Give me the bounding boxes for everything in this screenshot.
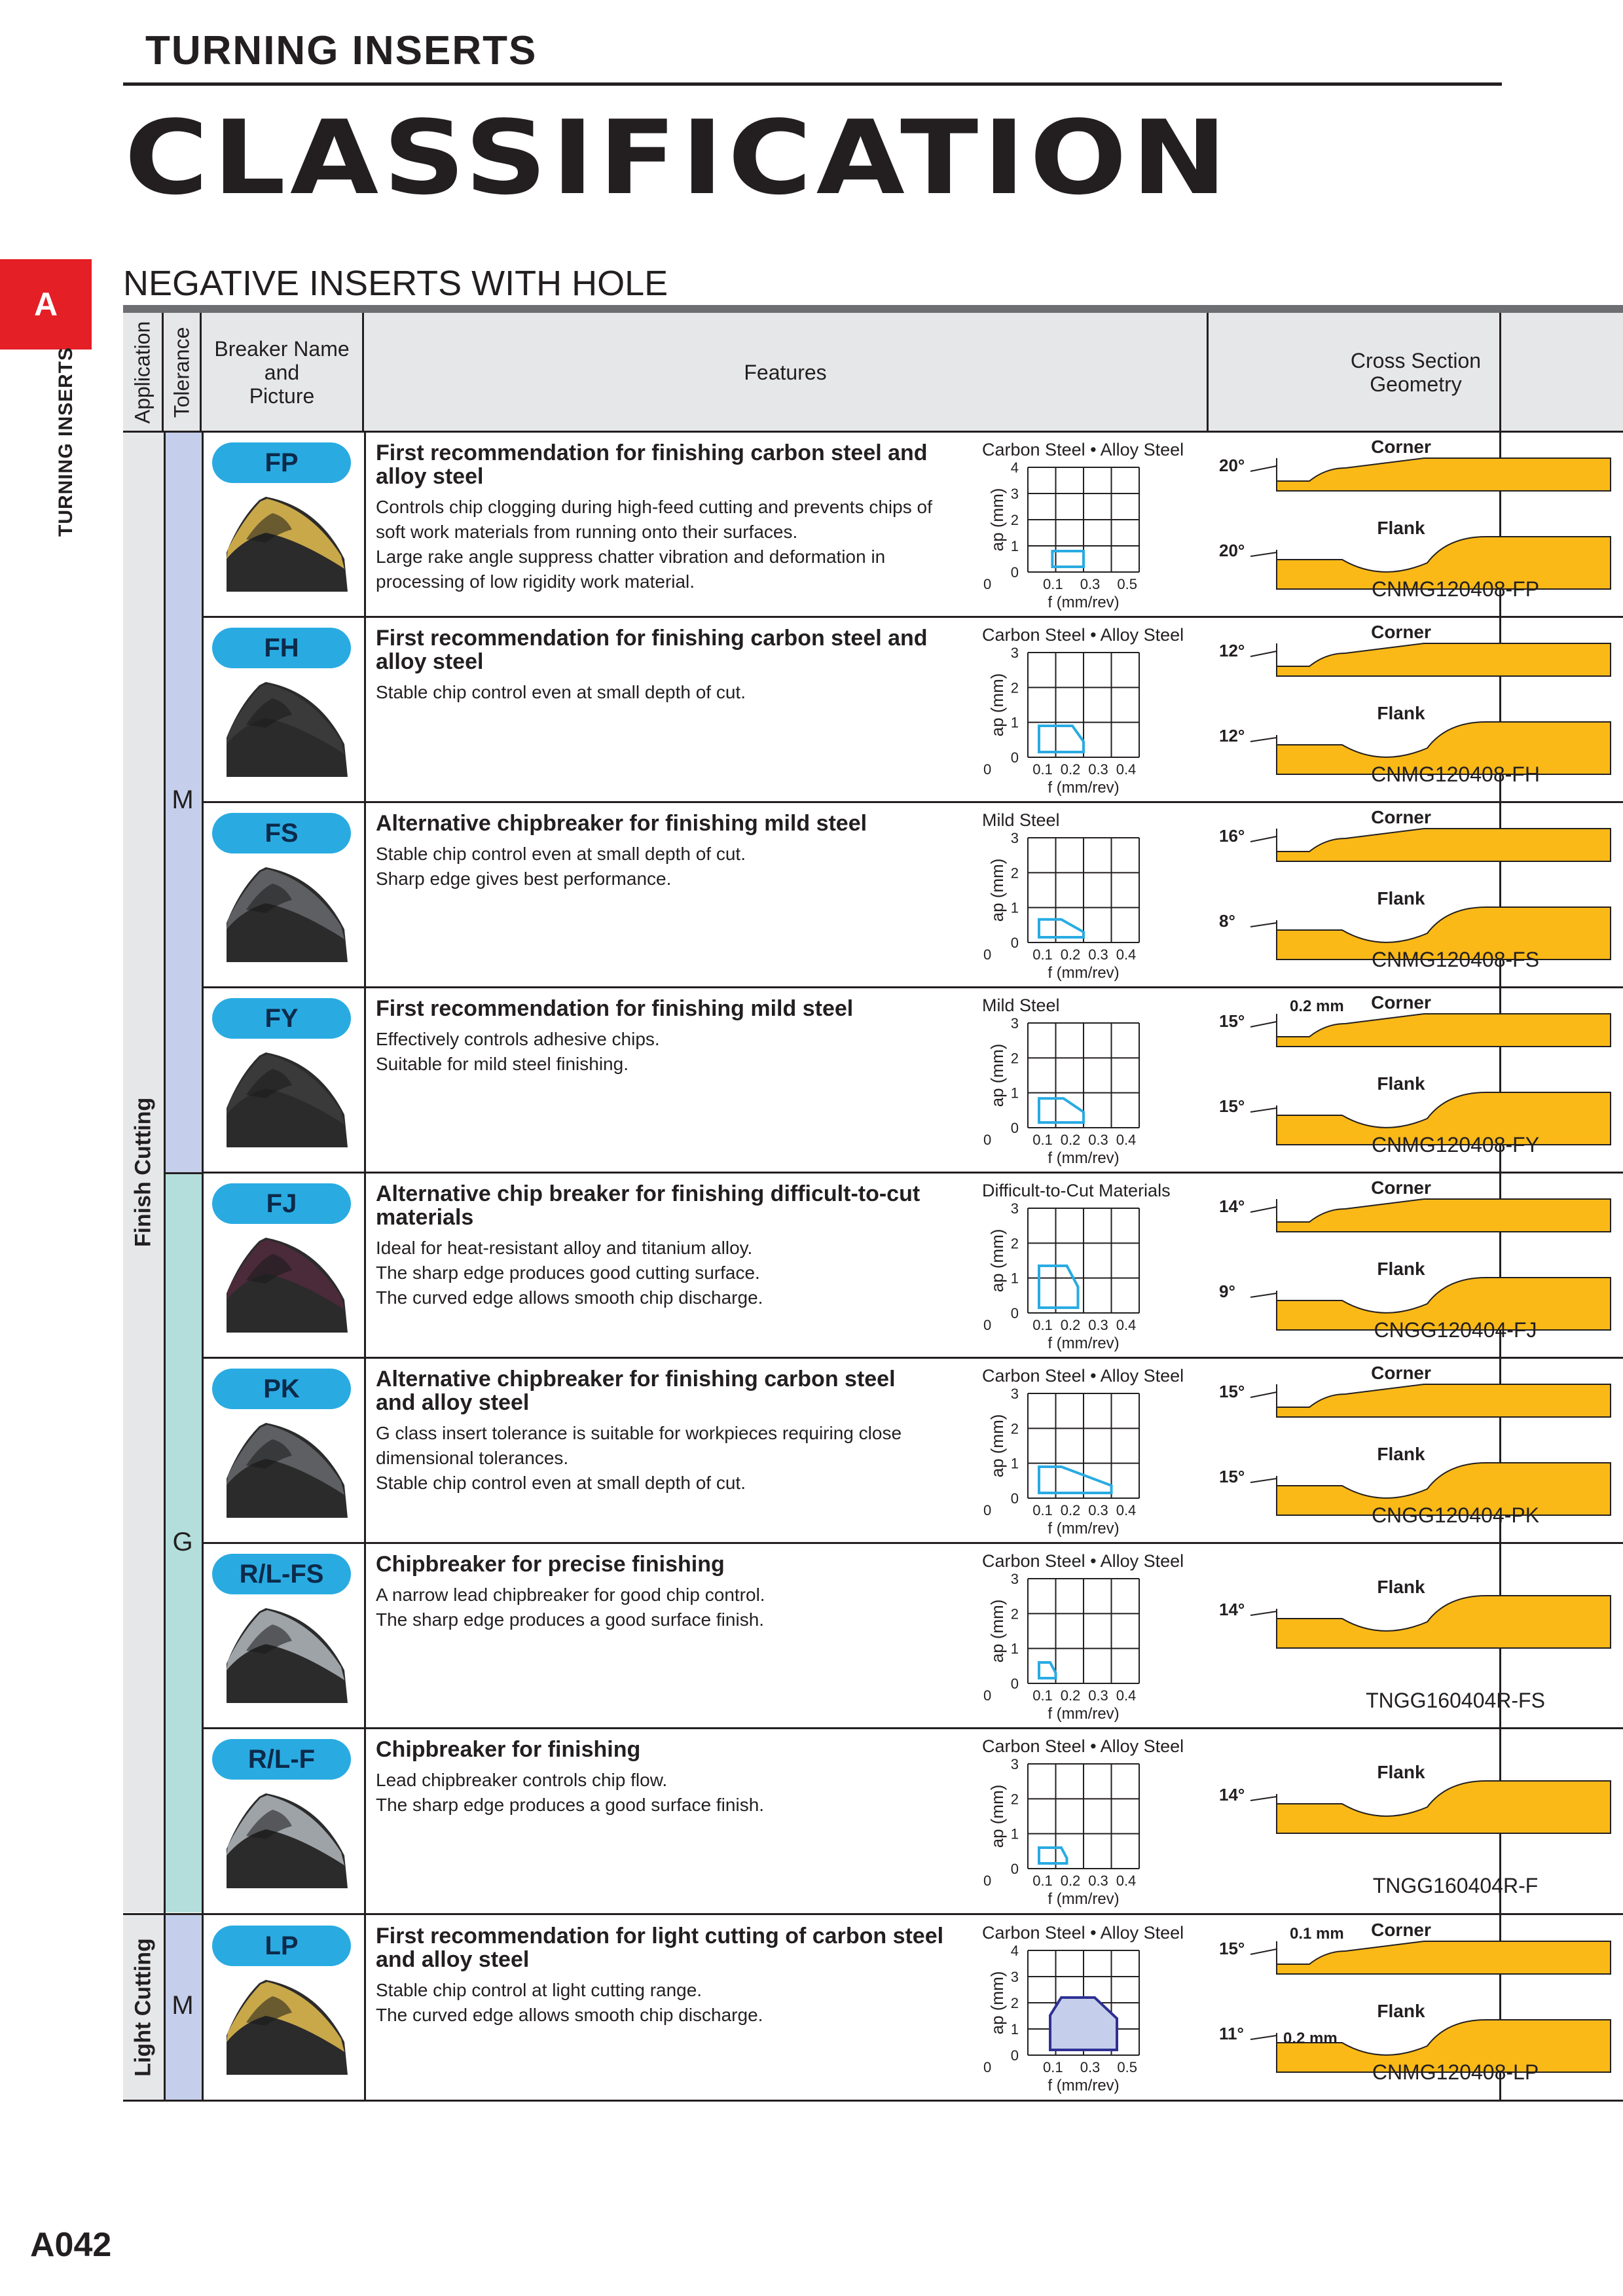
- angle-indicator: [1250, 1293, 1277, 1297]
- subtitle-rule: [123, 305, 1623, 313]
- flank-label: Flank: [1377, 1073, 1425, 1094]
- flank-angle: 8°: [1219, 911, 1235, 931]
- chart-x-axis-label: f (mm/rev): [1048, 964, 1120, 982]
- tolerance-g: G: [164, 1174, 202, 1912]
- chart-x-tick: 0.3: [1088, 1873, 1108, 1889]
- insert-part-code: CNGG120404-FJ: [1374, 1318, 1537, 1342]
- chip-control-chart: [982, 620, 1205, 797]
- corner-angle: 16°: [1219, 826, 1245, 846]
- chart-material-label: Difficult-to-Cut Materials: [982, 1181, 1171, 1200]
- chart-y-tick: 1: [1010, 1270, 1019, 1287]
- chip-control-chart: [982, 1361, 1205, 1537]
- dimension-label: 0.2 mm: [1283, 2030, 1338, 2047]
- corner-angle: 15°: [1219, 1382, 1245, 1401]
- chart-x-tick: 0.1: [1032, 1687, 1053, 1704]
- chart-origin-tick: 0: [983, 2059, 992, 2075]
- chart-x-tick: 0.1: [1032, 761, 1053, 778]
- chart-x-tick: 0.1: [1032, 946, 1053, 963]
- chart-y-tick: 0: [1010, 2047, 1019, 2064]
- flank-label: Flank: [1377, 703, 1425, 723]
- header-breaker: Breaker Name and Picture: [202, 313, 364, 432]
- chart-material-label: Carbon Steel • Alloy Steel: [982, 1736, 1184, 1756]
- angle-indicator: [1250, 1022, 1277, 1027]
- section-title: TURNING INSERTS: [145, 28, 538, 73]
- chart-material-label: Carbon Steel • Alloy Steel: [982, 1366, 1184, 1386]
- flank-angle: 11°: [1219, 2024, 1244, 2043]
- chip-control-region: [1039, 1266, 1078, 1308]
- insert-part-code: TNGG160404R-F: [1372, 1874, 1539, 1897]
- insert-row: [123, 1543, 1623, 1729]
- feature-title: [376, 1367, 972, 1414]
- chart-x-axis-label: f (mm/rev): [1048, 1149, 1120, 1167]
- chip-control-region: [1039, 1848, 1067, 1863]
- feature-description: [376, 495, 985, 594]
- chart-y-axis-label: ap (mm): [987, 1414, 1007, 1478]
- feature-line: G class insert tolerance is suitable for workpieces requiring close: [376, 1423, 902, 1443]
- corner-profile: [1277, 643, 1611, 676]
- angle-indicator: [1250, 1479, 1277, 1482]
- header-tolerance: Tolerance: [164, 313, 202, 432]
- chart-x-axis-label: f (mm/rev): [1048, 779, 1120, 797]
- chart-origin-tick: 0: [983, 1317, 992, 1333]
- chart-material-label: Carbon Steel • Alloy Steel: [982, 1551, 1184, 1571]
- insert-row: [123, 1915, 1623, 2100]
- feature-title: [376, 441, 972, 488]
- chart-x-tick: 0.3: [1088, 946, 1108, 963]
- chip-control-region: [1050, 1998, 1117, 2050]
- breaker-name-badge[interactable]: FH: [212, 628, 351, 668]
- chart-x-tick: 0.3: [1088, 1317, 1108, 1333]
- insert-picture: [220, 1420, 351, 1518]
- chart-y-tick: 1: [1010, 1455, 1019, 1472]
- flank-label: Flank: [1377, 1259, 1425, 1279]
- insert-part-code: CNMG120408-FY: [1371, 1133, 1540, 1157]
- flank-profile: [1277, 1781, 1611, 1833]
- feature-title-line: and alloy steel: [376, 1947, 530, 1972]
- feature-title-line: Chipbreaker for finishing: [376, 1737, 641, 1762]
- breaker-name-badge[interactable]: R/L-F: [212, 1739, 351, 1780]
- feature-line: The curved edge allows smooth chip discharge.: [376, 2005, 763, 2025]
- flank-label: Flank: [1377, 1444, 1425, 1464]
- flank-label: Flank: [1377, 888, 1425, 908]
- angle-indicator: [1250, 836, 1277, 842]
- breaker-name-badge[interactable]: FY: [212, 998, 351, 1039]
- dimension-label: 0.2 mm: [1290, 997, 1344, 1015]
- insert-picture: [220, 493, 351, 592]
- chart-y-axis-label: ap (mm): [987, 1784, 1007, 1848]
- insert-row: [123, 1173, 1623, 1358]
- header-features: Features: [364, 313, 1209, 432]
- breaker-name-badge[interactable]: FP: [212, 442, 351, 483]
- corner-profile: [1277, 458, 1611, 491]
- chart-origin-tick: 0: [983, 1873, 992, 1889]
- insert-row: [123, 1358, 1623, 1543]
- chart-y-tick: 0: [1010, 935, 1019, 951]
- chart-y-tick: 3: [1010, 486, 1019, 502]
- chart-x-tick: 0.1: [1032, 1502, 1053, 1518]
- classification-table: [123, 313, 1623, 2109]
- feature-title: [376, 1552, 972, 1576]
- chart-x-tick: 0.4: [1116, 1317, 1137, 1333]
- feature-description: [376, 1421, 985, 1496]
- feature-line: Stable chip control even at small depth of cut.: [376, 1473, 746, 1493]
- angle-indicator: [1250, 1611, 1277, 1615]
- chart-x-tick: 0.2: [1060, 1317, 1081, 1333]
- feature-line: The sharp edge produces good cutting surface.: [376, 1263, 760, 1283]
- chart-y-tick: 1: [1010, 1640, 1019, 1657]
- feature-title-line: Chipbreaker for precise finishing: [376, 1552, 725, 1577]
- chart-x-tick: 0.4: [1116, 1132, 1137, 1148]
- chart-y-tick: 2: [1010, 1420, 1019, 1437]
- chart-y-tick: 0: [1010, 1490, 1019, 1507]
- feature-title-line: First recommendation for light cutting of carbon steel: [376, 1924, 944, 1948]
- page-number: A042: [30, 2226, 112, 2264]
- chart-x-tick: 0.3: [1088, 1132, 1108, 1148]
- chart-y-tick: 3: [1010, 1756, 1019, 1772]
- corner-label: Corner: [1371, 992, 1431, 1013]
- angle-indicator: [1250, 738, 1277, 742]
- angle-indicator: [1250, 1108, 1277, 1112]
- angle-indicator: [1250, 923, 1277, 927]
- feature-line: The sharp edge produces a good surface finish.: [376, 1795, 765, 1815]
- feature-line: Effectively controls adhesive chips.: [376, 1029, 660, 1049]
- flank-angle: 9°: [1219, 1282, 1235, 1301]
- dimension-label: 0.1 mm: [1290, 1925, 1344, 1943]
- feature-description: [376, 1583, 985, 1632]
- insert-picture: [220, 1977, 351, 2075]
- feature-title: [376, 1924, 972, 1971]
- breaker-name-badge[interactable]: FS: [212, 813, 351, 853]
- insert-row: [123, 432, 1623, 617]
- chart-material-label: Mild Steel: [982, 810, 1060, 830]
- chart-material-label: Mild Steel: [982, 996, 1060, 1015]
- feature-title-line: Alternative chipbreaker for finishing carbon steel: [376, 1367, 896, 1391]
- angle-indicator: [1250, 651, 1277, 656]
- angle-indicator: [1250, 1392, 1277, 1397]
- chart-x-tick: 0.1: [1032, 1873, 1053, 1889]
- feature-title-line: alloy steel: [376, 649, 484, 674]
- chart-y-tick: 0: [1010, 749, 1019, 766]
- feature-description: [376, 1236, 985, 1310]
- flank-angle: 14°: [1219, 1785, 1245, 1804]
- breaker-name-badge[interactable]: PK: [212, 1369, 351, 1409]
- flank-profile: [1277, 1596, 1611, 1648]
- feature-line: Controls chip clogging during high-feed cutting and prevents chips of: [376, 497, 932, 517]
- chip-control-chart: [982, 435, 1205, 611]
- chart-origin-tick: 0: [983, 576, 992, 592]
- chart-x-tick: 0.2: [1060, 1687, 1081, 1704]
- chart-x-tick: 0.4: [1116, 1687, 1137, 1704]
- angle-indicator: [1250, 1207, 1277, 1212]
- flank-label: Flank: [1377, 1762, 1425, 1782]
- corner-profile: [1277, 829, 1611, 861]
- chart-y-tick: 3: [1010, 1969, 1019, 1985]
- feature-line: soft work materials from running onto their surfaces.: [376, 522, 798, 542]
- chart-origin-tick: 0: [983, 946, 992, 963]
- chart-y-axis-label: ap (mm): [987, 1971, 1007, 2035]
- header-rule: [123, 82, 1502, 86]
- chart-y-tick: 2: [1010, 1235, 1019, 1252]
- chart-y-tick: 2: [1010, 865, 1019, 882]
- chart-x-tick: 0.2: [1060, 946, 1081, 963]
- insert-part-code: CNMG120408-FH: [1371, 762, 1540, 786]
- feature-description: [376, 1768, 985, 1818]
- side-section-label: TURNING INSERTS: [55, 346, 77, 537]
- insert-picture: [220, 864, 351, 962]
- chart-material-label: Carbon Steel • Alloy Steel: [982, 440, 1184, 459]
- chart-y-tick: 3: [1010, 1015, 1019, 1031]
- chart-x-axis-label: f (mm/rev): [1048, 1890, 1120, 1908]
- insert-picture: [220, 1049, 351, 1147]
- chart-origin-tick: 0: [983, 1687, 992, 1704]
- chart-x-tick: 0.3: [1088, 761, 1108, 778]
- feature-title: [376, 1738, 972, 1761]
- chart-x-tick: 0.3: [1088, 1502, 1108, 1518]
- chart-x-tick: 0.5: [1117, 576, 1137, 592]
- angle-indicator: [1250, 2036, 1277, 2039]
- chart-y-tick: 2: [1010, 1050, 1019, 1067]
- feature-title-line: materials: [376, 1205, 474, 1230]
- corner-label: Corner: [1371, 437, 1431, 457]
- chart-y-tick: 3: [1010, 645, 1019, 661]
- chart-material-label: Carbon Steel • Alloy Steel: [982, 1923, 1184, 1943]
- chart-x-tick: 0.3: [1080, 576, 1101, 592]
- feature-line: Sharp edge gives best performance.: [376, 869, 672, 889]
- chart-y-axis-label: ap (mm): [987, 1599, 1007, 1663]
- feature-line: Stable chip control at light cutting range.: [376, 1980, 702, 2000]
- feature-description: [376, 842, 985, 891]
- feature-line: Ideal for heat-resistant alloy and titanium alloy.: [376, 1238, 753, 1258]
- insert-part-code: CNGG120404-PK: [1371, 1503, 1540, 1527]
- feature-line: The sharp edge produces a good surface finish.: [376, 1609, 765, 1630]
- chart-x-tick: 0.3: [1088, 1687, 1108, 1704]
- chart-x-tick: 0.4: [1116, 1873, 1137, 1889]
- angle-indicator: [1250, 466, 1277, 471]
- flank-label: Flank: [1377, 518, 1425, 538]
- chart-y-tick: 1: [1010, 538, 1019, 554]
- feature-description: [376, 680, 985, 705]
- feature-description: [376, 1978, 985, 2028]
- chart-y-tick: 1: [1010, 899, 1019, 916]
- insert-row: [123, 988, 1623, 1173]
- chip-control-region: [1052, 551, 1084, 567]
- feature-line: dimensional tolerances.: [376, 1448, 569, 1468]
- chart-origin-tick: 0: [983, 761, 992, 778]
- chart-x-tick: 0.1: [1032, 1132, 1053, 1148]
- chart-y-tick: 1: [1010, 1825, 1019, 1842]
- chip-control-region: [1039, 920, 1084, 937]
- chart-y-tick: 2: [1010, 679, 1019, 696]
- insert-picture: [220, 1234, 351, 1333]
- chart-y-tick: 4: [1010, 459, 1019, 476]
- chart-y-tick: 2: [1010, 1605, 1019, 1623]
- breaker-name-badge[interactable]: LP: [212, 1926, 351, 1966]
- chart-x-axis-label: f (mm/rev): [1048, 1335, 1120, 1352]
- chart-y-tick: 1: [1010, 2021, 1019, 2037]
- page-title: CLASSIFICATION: [124, 98, 1231, 217]
- corner-label: Corner: [1371, 807, 1431, 827]
- insert-part-code: CNMG120408-FS: [1371, 948, 1540, 971]
- insert-row: [123, 617, 1623, 802]
- chart-x-tick: 0.1: [1043, 2059, 1063, 2075]
- feature-title-line: First recommendation for finishing carbon steel and: [376, 626, 928, 651]
- feature-title-line: alloy steel: [376, 464, 484, 489]
- chip-control-chart: [982, 1175, 1205, 1352]
- feature-line: Stable chip control even at small depth of cut.: [376, 844, 746, 864]
- corner-profile: [1277, 1384, 1611, 1417]
- chart-y-tick: 0: [1010, 1861, 1019, 1877]
- insert-picture: [220, 1790, 351, 1888]
- chart-y-tick: 0: [1010, 1676, 1019, 1692]
- feature-line: Lead chipbreaker controls chip flow.: [376, 1770, 668, 1790]
- feature-title: [376, 626, 972, 673]
- chip-control-region: [1039, 726, 1084, 752]
- insert-part-code: TNGG160404R-FS: [1366, 1689, 1545, 1712]
- chart-x-tick: 0.1: [1032, 1317, 1053, 1333]
- feature-title: [376, 997, 972, 1020]
- chart-x-tick: 0.4: [1116, 946, 1137, 963]
- header-cross-section: Cross Section Geometry: [1209, 313, 1623, 432]
- feature-title-line: First recommendation for finishing mild steel: [376, 996, 854, 1021]
- corner-angle: 14°: [1219, 1196, 1245, 1216]
- chart-y-tick: 2: [1010, 1791, 1019, 1808]
- chart-y-axis-label: ap (mm): [987, 673, 1007, 737]
- chart-x-tick: 0.4: [1116, 761, 1137, 778]
- chart-y-tick: 3: [1010, 1571, 1019, 1587]
- tolerance-m-finish: M: [164, 432, 202, 1173]
- feature-title: [376, 812, 972, 835]
- chart-y-axis-label: ap (mm): [987, 1043, 1007, 1107]
- corner-profile: [1277, 1941, 1611, 1974]
- breaker-name-badge[interactable]: R/L-FS: [212, 1554, 351, 1594]
- insert-part-code: CNMG120408-FP: [1371, 577, 1540, 601]
- feature-line: The curved edge allows smooth chip discharge.: [376, 1287, 763, 1308]
- corner-profile: [1277, 1014, 1611, 1047]
- flank-angle: 15°: [1219, 1096, 1245, 1116]
- chart-y-tick: 2: [1010, 512, 1019, 528]
- chart-x-tick: 0.2: [1060, 1502, 1081, 1518]
- chart-x-tick: 0.3: [1080, 2059, 1101, 2075]
- feature-line: processing of low rigidity work material.: [376, 571, 695, 592]
- feature-title-line: Alternative chip breaker for finishing difficult-to-cut: [376, 1181, 921, 1206]
- chip-control-chart: [982, 1731, 1205, 1908]
- chip-control-chart: [982, 1918, 1205, 2094]
- chart-x-axis-label: f (mm/rev): [1048, 594, 1120, 611]
- flank-angle: 12°: [1219, 726, 1245, 745]
- feature-title-line: Alternative chipbreaker for finishing mild steel: [376, 811, 867, 836]
- insert-part-code: CNMG120408-LP: [1372, 2060, 1539, 2084]
- corner-label: Corner: [1371, 1920, 1431, 1940]
- flank-angle: 14°: [1219, 1600, 1245, 1619]
- feature-line: Stable chip control even at small depth of cut.: [376, 682, 746, 702]
- angle-indicator: [1250, 552, 1277, 556]
- feature-line: Large rake angle suppress chatter vibration and deformation in: [376, 547, 886, 567]
- table-subtitle: NEGATIVE INSERTS WITH HOLE: [123, 264, 668, 303]
- chart-origin-tick: 0: [983, 1502, 992, 1518]
- chart-y-tick: 3: [1010, 1200, 1019, 1217]
- chip-control-chart: [982, 805, 1205, 982]
- corner-angle: 20°: [1219, 456, 1245, 475]
- chip-control-region: [1039, 1098, 1084, 1122]
- chip-control-chart: [982, 1546, 1205, 1723]
- chart-y-axis-label: ap (mm): [987, 858, 1007, 922]
- flank-label: Flank: [1377, 2001, 1425, 2021]
- chip-control-region: [1039, 1467, 1112, 1493]
- chart-origin-tick: 0: [983, 1132, 992, 1148]
- application-finish-cutting: Finish Cutting: [123, 432, 164, 1912]
- chart-y-axis-label: ap (mm): [987, 1229, 1007, 1293]
- insert-picture: [220, 1605, 351, 1703]
- breaker-name-badge[interactable]: FJ: [212, 1183, 351, 1224]
- corner-angle: 15°: [1219, 1011, 1245, 1031]
- flank-angle: 20°: [1219, 541, 1245, 560]
- chart-y-tick: 0: [1010, 564, 1019, 581]
- chart-y-tick: 1: [1010, 714, 1019, 731]
- corner-profile: [1277, 1199, 1611, 1232]
- corner-angle: 15°: [1219, 1939, 1245, 1958]
- feature-title: [376, 1182, 972, 1229]
- angle-indicator: [1250, 1797, 1277, 1801]
- chart-x-tick: 0.2: [1060, 1873, 1081, 1889]
- feature-line: Suitable for mild steel finishing.: [376, 1054, 629, 1074]
- application-light-cutting: Light Cutting: [123, 1915, 164, 2100]
- insert-row: [123, 1729, 1623, 1914]
- angle-indicator: [1250, 1949, 1277, 1954]
- chart-x-axis-label: f (mm/rev): [1048, 1705, 1120, 1723]
- chart-x-tick: 0.4: [1116, 1502, 1137, 1518]
- tolerance-m-light: M: [164, 1915, 202, 2100]
- corner-label: Corner: [1371, 1177, 1431, 1198]
- header-application: Application: [123, 313, 164, 432]
- insert-picture: [220, 679, 351, 777]
- section-tab[interactable]: A: [0, 259, 92, 350]
- insert-row: [123, 802, 1623, 988]
- chart-y-tick: 4: [1010, 1943, 1019, 1959]
- feature-line: A narrow lead chipbreaker for good chip control.: [376, 1585, 765, 1605]
- chart-x-tick: 0.1: [1043, 576, 1063, 592]
- flank-angle: 15°: [1219, 1467, 1245, 1486]
- corner-angle: 12°: [1219, 641, 1245, 660]
- chart-x-tick: 0.2: [1060, 1132, 1081, 1148]
- chart-x-tick: 0.2: [1060, 761, 1081, 778]
- chart-y-tick: 1: [1010, 1085, 1019, 1102]
- chart-material-label: Carbon Steel • Alloy Steel: [982, 625, 1184, 645]
- chart-y-tick: 3: [1010, 1386, 1019, 1402]
- corner-label: Corner: [1371, 622, 1431, 642]
- chart-y-axis-label: ap (mm): [987, 488, 1007, 552]
- chip-control-chart: [982, 990, 1205, 1167]
- feature-description: [376, 1027, 985, 1077]
- header-right-divider: [1499, 313, 1501, 432]
- chart-y-tick: 2: [1010, 1995, 1019, 2011]
- chart-y-tick: 0: [1010, 1120, 1019, 1136]
- chart-x-tick: 0.5: [1117, 2059, 1137, 2075]
- corner-label: Corner: [1371, 1363, 1431, 1383]
- feature-title-line: and alloy steel: [376, 1390, 530, 1415]
- flank-label: Flank: [1377, 1577, 1425, 1597]
- chart-y-tick: 3: [1010, 830, 1019, 846]
- feature-title-line: First recommendation for finishing carbon steel and: [376, 440, 928, 465]
- chart-y-tick: 0: [1010, 1305, 1019, 1321]
- chart-x-axis-label: f (mm/rev): [1048, 2077, 1120, 2094]
- chip-control-region: [1039, 1662, 1056, 1678]
- chart-x-axis-label: f (mm/rev): [1048, 1520, 1120, 1537]
